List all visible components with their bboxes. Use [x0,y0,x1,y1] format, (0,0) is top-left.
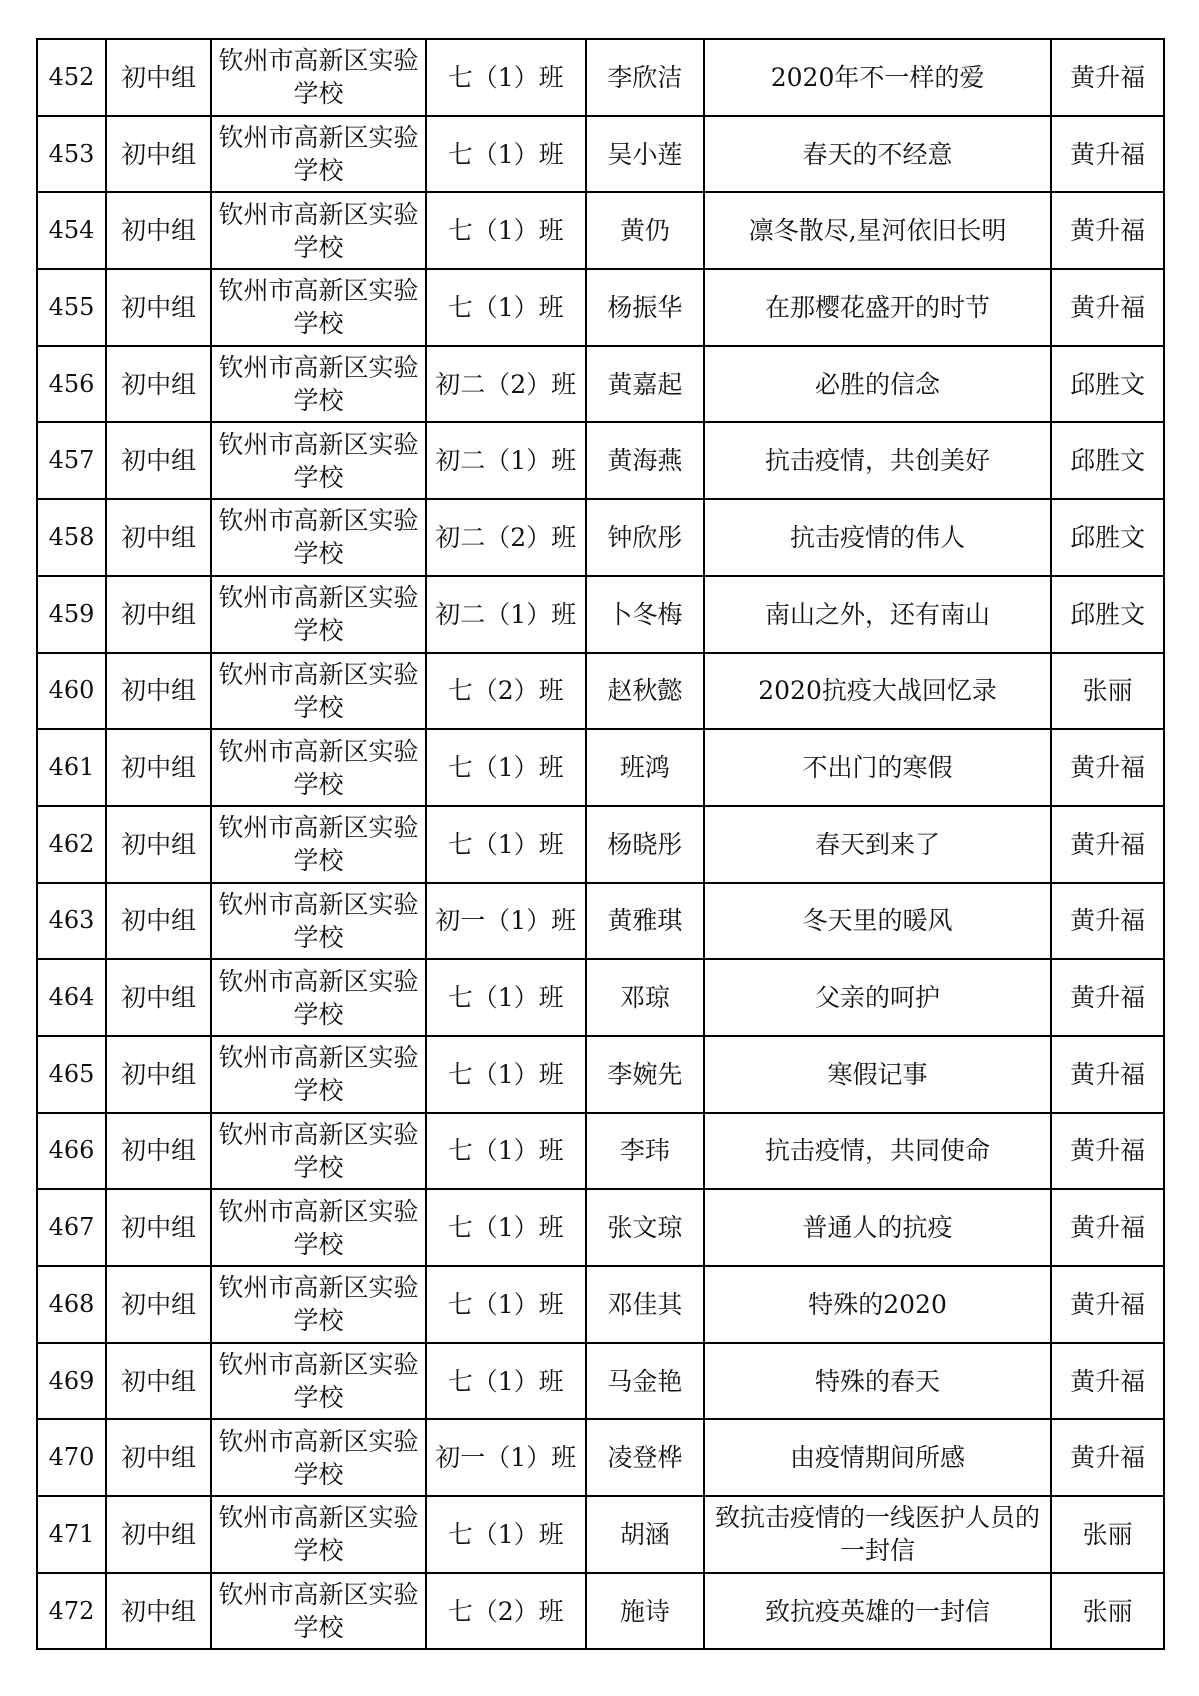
entry-group: 初中组 [106,1343,211,1420]
entry-class: 七（1）班 [426,116,586,193]
entry-title: 父亲的呵护 [704,959,1051,1036]
entry-teacher: 黄升福 [1051,1036,1164,1113]
table-row [37,1573,1164,1650]
entry-class: 七（1）班 [426,806,586,883]
entry-student: 杨振华 [586,269,704,346]
entry-group: 初中组 [106,116,211,193]
entry-number: 457 [37,422,106,499]
entry-teacher: 张丽 [1051,1573,1164,1650]
entry-number: 453 [37,116,106,193]
entry-school: 钦州市高新区实验学校 [211,729,426,806]
entry-student: 凌登桦 [586,1419,704,1496]
entry-student: 李婉先 [586,1036,704,1113]
entry-title: 由疫情期间所感 [704,1419,1051,1496]
entry-group: 初中组 [106,1266,211,1343]
entry-class: 七（1）班 [426,959,586,1036]
entry-class: 七（1）班 [426,192,586,269]
table-row [37,192,1164,269]
entry-teacher: 黄升福 [1051,39,1164,116]
entry-number: 465 [37,1036,106,1113]
entry-class: 初二（2）班 [426,346,586,423]
entry-number: 468 [37,1266,106,1343]
entry-class: 初一（1）班 [426,883,586,960]
entry-title: 春天到来了 [704,806,1051,883]
table-row [37,1419,1164,1496]
entry-student: 钟欣彤 [586,499,704,576]
entry-student: 马金艳 [586,1343,704,1420]
entry-number: 466 [37,1113,106,1190]
entry-student: 李玮 [586,1113,704,1190]
entry-teacher: 黄升福 [1051,1113,1164,1190]
entry-group: 初中组 [106,346,211,423]
entry-teacher: 邱胜文 [1051,422,1164,499]
entry-class: 初二（1）班 [426,422,586,499]
entry-school: 钦州市高新区实验学校 [211,653,426,730]
entries-body [37,39,1164,1649]
entry-title: 抗击疫情的伟人 [704,499,1051,576]
entry-group: 初中组 [106,39,211,116]
table-row [37,729,1164,806]
entry-teacher: 邱胜文 [1051,576,1164,653]
entry-title: 致抗击疫情的一线医护人员的一封信 [704,1496,1051,1573]
entry-school: 钦州市高新区实验学校 [211,576,426,653]
entry-title: 特殊的2020 [704,1266,1051,1343]
entry-teacher: 黄升福 [1051,1419,1164,1496]
entry-group: 初中组 [106,1496,211,1573]
entry-group: 初中组 [106,1189,211,1266]
table-row [37,346,1164,423]
entry-school: 钦州市高新区实验学校 [211,806,426,883]
entry-class: 七（1）班 [426,269,586,346]
entry-teacher: 黄升福 [1051,1343,1164,1420]
entry-class: 初二（2）班 [426,499,586,576]
entry-student: 胡涵 [586,1496,704,1573]
entry-school: 钦州市高新区实验学校 [211,192,426,269]
entry-group: 初中组 [106,653,211,730]
entry-title: 特殊的春天 [704,1343,1051,1420]
entry-school: 钦州市高新区实验学校 [211,422,426,499]
entry-title: 春天的不经意 [704,116,1051,193]
table-row [37,422,1164,499]
entry-title: 2020年不一样的爱 [704,39,1051,116]
entry-group: 初中组 [106,729,211,806]
entry-title: 南山之外，还有南山 [704,576,1051,653]
table-row [37,116,1164,193]
entry-title: 抗击疫情，共同使命 [704,1113,1051,1190]
table-row [37,1266,1164,1343]
entry-student: 赵秋懿 [586,653,704,730]
entry-student: 黄海燕 [586,422,704,499]
entry-class: 七（1）班 [426,39,586,116]
entry-title: 普通人的抗疫 [704,1189,1051,1266]
entry-school: 钦州市高新区实验学校 [211,116,426,193]
entry-student: 邓佳其 [586,1266,704,1343]
entry-number: 460 [37,653,106,730]
table-row [37,1113,1164,1190]
entry-group: 初中组 [106,1113,211,1190]
entry-title: 抗击疫情，共创美好 [704,422,1051,499]
entry-class: 七（2）班 [426,653,586,730]
entry-number: 472 [37,1573,106,1650]
entry-group: 初中组 [106,1573,211,1650]
entry-teacher: 黄升福 [1051,269,1164,346]
entry-class: 七（1）班 [426,1036,586,1113]
entry-school: 钦州市高新区实验学校 [211,346,426,423]
entry-student: 施诗 [586,1573,704,1650]
entry-title: 冬天里的暖风 [704,883,1051,960]
table-row [37,883,1164,960]
entry-group: 初中组 [106,499,211,576]
entry-group: 初中组 [106,883,211,960]
entry-teacher: 黄升福 [1051,806,1164,883]
entry-student: 吴小莲 [586,116,704,193]
entry-number: 470 [37,1419,106,1496]
entry-title: 必胜的信念 [704,346,1051,423]
entry-student: 班鸿 [586,729,704,806]
entry-class: 初二（1）班 [426,576,586,653]
table-row [37,1189,1164,1266]
entry-teacher: 黄升福 [1051,192,1164,269]
entry-group: 初中组 [106,576,211,653]
entry-number: 458 [37,499,106,576]
entry-teacher: 黄升福 [1051,729,1164,806]
entry-school: 钦州市高新区实验学校 [211,1266,426,1343]
table-row [37,959,1164,1036]
entry-number: 459 [37,576,106,653]
entry-student: 杨晓彤 [586,806,704,883]
entry-student: 张文琼 [586,1189,704,1266]
entry-school: 钦州市高新区实验学校 [211,883,426,960]
entry-school: 钦州市高新区实验学校 [211,1496,426,1573]
entry-teacher: 黄升福 [1051,959,1164,1036]
entry-teacher: 黄升福 [1051,1189,1164,1266]
entry-school: 钦州市高新区实验学校 [211,1573,426,1650]
entry-class: 七（1）班 [426,1189,586,1266]
entry-school: 钦州市高新区实验学校 [211,1113,426,1190]
entry-class: 七（1）班 [426,729,586,806]
entry-school: 钦州市高新区实验学校 [211,269,426,346]
entry-school: 钦州市高新区实验学校 [211,1419,426,1496]
entry-title: 不出门的寒假 [704,729,1051,806]
entry-title: 凛冬散尽,星河依旧长明 [704,192,1051,269]
entry-class: 七（1）班 [426,1343,586,1420]
entry-title: 致抗疫英雄的一封信 [704,1573,1051,1650]
entry-class: 七（1）班 [426,1496,586,1573]
entry-title: 寒假记事 [704,1036,1051,1113]
entry-school: 钦州市高新区实验学校 [211,1036,426,1113]
entry-group: 初中组 [106,806,211,883]
entry-group: 初中组 [106,959,211,1036]
entry-group: 初中组 [106,1036,211,1113]
table-row [37,39,1164,116]
entry-class: 七（1）班 [426,1113,586,1190]
table-row [37,576,1164,653]
entry-student: 卜冬梅 [586,576,704,653]
entry-class: 七（2）班 [426,1573,586,1650]
entry-title: 2020抗疫大战回忆录 [704,653,1051,730]
table-row [37,269,1164,346]
entry-number: 454 [37,192,106,269]
table-row [37,653,1164,730]
entry-number: 461 [37,729,106,806]
entry-group: 初中组 [106,269,211,346]
entry-student: 黄雅琪 [586,883,704,960]
entry-teacher: 黄升福 [1051,883,1164,960]
entry-number: 467 [37,1189,106,1266]
table-row [37,499,1164,576]
table-row [37,1496,1164,1573]
entry-class: 初一（1）班 [426,1419,586,1496]
entry-group: 初中组 [106,422,211,499]
entry-group: 初中组 [106,192,211,269]
table-row [37,1343,1164,1420]
entry-teacher: 黄升福 [1051,116,1164,193]
entry-teacher: 邱胜文 [1051,499,1164,576]
entry-number: 452 [37,39,106,116]
entry-school: 钦州市高新区实验学校 [211,1343,426,1420]
entry-title: 在那樱花盛开的时节 [704,269,1051,346]
entry-teacher: 张丽 [1051,1496,1164,1573]
entries-table [36,38,1165,1650]
table-row [37,806,1164,883]
entry-student: 邓琼 [586,959,704,1036]
entry-teacher: 邱胜文 [1051,346,1164,423]
entry-school: 钦州市高新区实验学校 [211,959,426,1036]
entry-teacher: 张丽 [1051,653,1164,730]
entry-number: 456 [37,346,106,423]
entry-school: 钦州市高新区实验学校 [211,499,426,576]
entry-number: 463 [37,883,106,960]
entry-number: 464 [37,959,106,1036]
entry-number: 455 [37,269,106,346]
entry-teacher: 黄升福 [1051,1266,1164,1343]
entry-number: 462 [37,806,106,883]
entry-group: 初中组 [106,1419,211,1496]
entry-number: 471 [37,1496,106,1573]
entry-student: 黄仍 [586,192,704,269]
entry-school: 钦州市高新区实验学校 [211,1189,426,1266]
entry-class: 七（1）班 [426,1266,586,1343]
table-row [37,1036,1164,1113]
entry-number: 469 [37,1343,106,1420]
entry-student: 李欣洁 [586,39,704,116]
entry-school: 钦州市高新区实验学校 [211,39,426,116]
entry-student: 黄嘉起 [586,346,704,423]
